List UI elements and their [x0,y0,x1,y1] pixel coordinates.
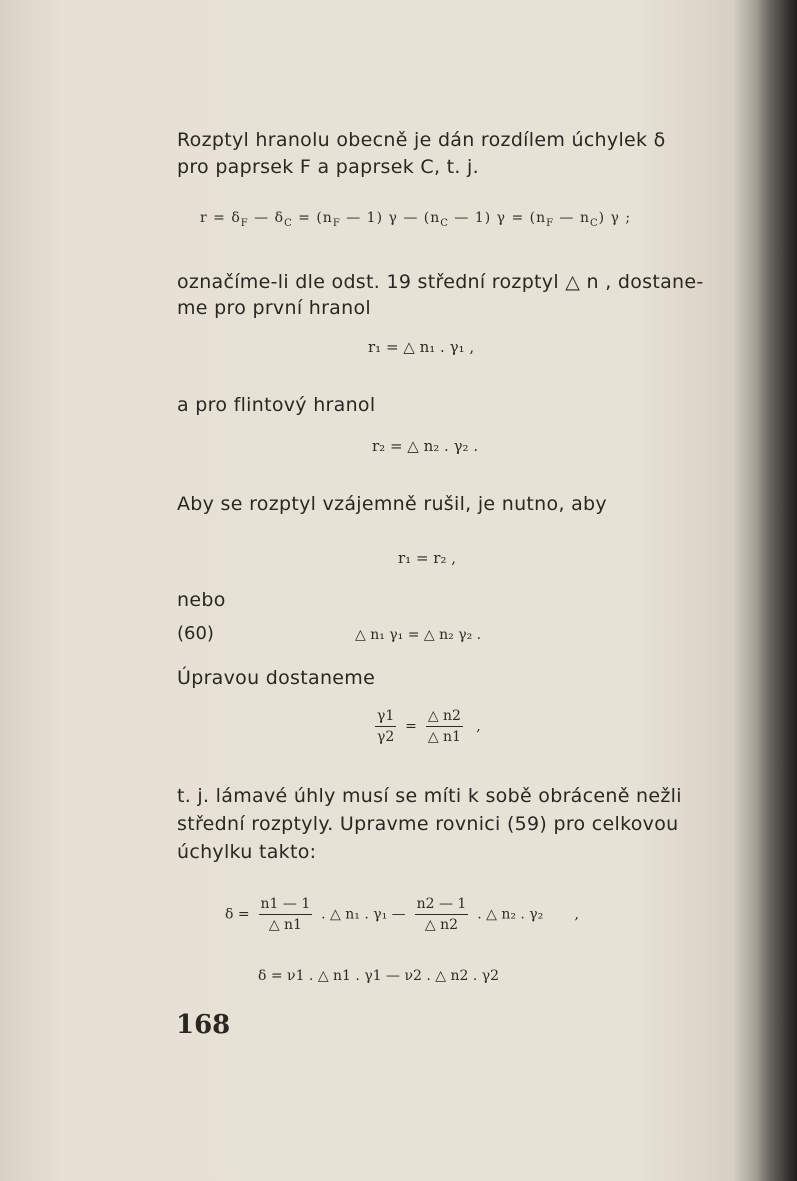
equation-r2: r₂ = △ n₂ . γ₂ . [372,437,479,455]
paragraph-line: me pro první hranol [177,297,371,319]
equation-ratio: $\frac{\gamma 1}{\gamma 2}$ = $\frac{\triangle n2}{\triangle n1}$ , [377,708,481,745]
paragraph-line: Úpravou dostaneme [177,667,376,689]
fraction: $\frac{n1 — 1}{\triangle n1}$ [260,896,311,933]
fraction: $\frac{\gamma 1}{\gamma 2}$ [377,708,395,745]
equation-number: (60) [177,623,214,644]
paragraph-line: úchylku takto: [177,841,317,863]
paragraph-line: střední rozptyly. Upravme rovnici (59) pro celkovou [177,813,679,835]
fraction: $\frac{n2 — 1}{\triangle n2}$ [416,896,467,933]
paragraph-line: Aby se rozptyl vzájemně rušil, je nutno, aby [177,493,607,515]
paragraph-line: nebo [177,589,226,611]
equation-r1-r2: r₁ = r₂ , [398,549,457,567]
equation-delta-nu: δ = ν1 . △ n1 . γ1 — ν2 . △ n2 . γ2 [258,968,500,984]
equation-delta: δ = $\frac{n1 — 1}{\triangle n1}$ . △ n₁ . γ₁ — $\frac{n2 — 1}{\triangle n2}$ . △ n₂ . γ₂ , [225,896,579,933]
paragraph-line: pro paprsek F a paprsek C, t. j. [177,156,479,178]
equation-r: $r = \delta_F$ — $\delta_C = (n_F$ — 1) γ — ($n_C$ — 1) $\gamma = (n_F$ — $n_C$) γ ; [200,210,632,229]
equation-60: △ n₁ γ₁ = △ n₂ γ₂ . [355,627,482,643]
paragraph-line: t. j. lámavé úhly musí se míti k sobě obráceně nežli [177,785,682,807]
paragraph-line: označíme-li dle odst. 19 střední rozptyl △ n , dostane- [177,271,704,293]
paragraph-line: Rozptyl hranolu obecně je dán rozdílem úchylek δ [177,129,666,151]
fraction: $\frac{\triangle n2}{\triangle n1}$ [427,708,461,745]
equation-r1: r₁ = △ n₁ . γ₁ , [368,338,475,356]
page-number: 168 [176,1010,231,1040]
paragraph-line: a pro flintový hranol [177,394,376,416]
